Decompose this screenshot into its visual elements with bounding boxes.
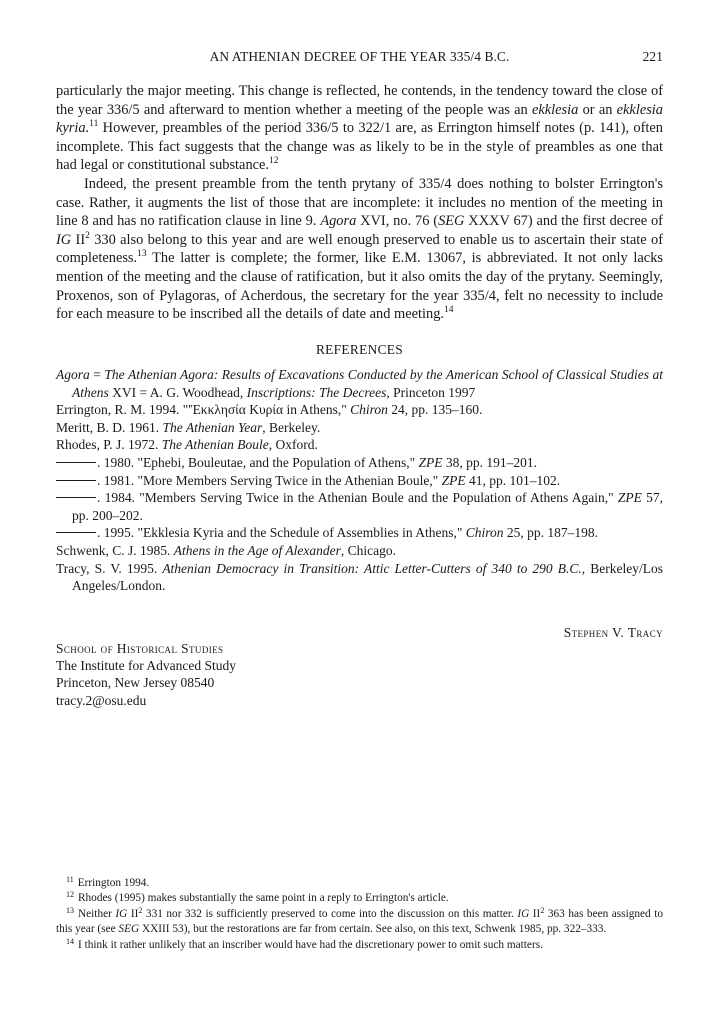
footnote-number: 13 [66,905,74,915]
text-run: XVI = A. G. Woodhead, [108,384,247,400]
reference-item [56,401,663,419]
text-run: 25, pp. 187–198. [503,525,598,541]
text-run: 330 also belong to this year and are well enough preserved to enable us to ascertain their state of completeness. [56,231,663,267]
reference-item [56,524,663,542]
ditto-dash [56,532,96,533]
footnote-ref[interactable]: 14 [444,305,454,316]
paragraph-1 [56,82,663,175]
address-email[interactable]: tracy.2@osu.edu [56,692,147,708]
text-run: . 1981. "More Members Serving Twice in the Athenian Boule," [97,472,442,488]
text-run: , Oxford. [268,437,318,453]
text-run: Athenian Democracy in Transition: Attic Letter-Cutters of 340 to 290 B.C. [162,560,582,576]
footnote-12 [56,891,663,906]
footnote-number: 12 [66,890,74,900]
text-run: , Berkeley/Los Angeles/London. [72,560,663,594]
text-run: The Athenian Agora: Results of Excavations Conducted by the American School of Classical Studies at Athens [72,367,663,400]
footnotes [56,876,663,953]
text-run: or an [578,101,617,118]
superscript: 2 [138,905,143,915]
text-run: II [529,907,541,920]
reference-item [56,472,663,490]
references-list [56,366,663,595]
ditto-dash [56,497,96,498]
text-run: Chiron [350,402,388,418]
italic-term: Agora [320,213,357,230]
footnote-14 [56,938,663,953]
italic-term: SEG [438,213,465,230]
text-run: Chiron [465,525,504,541]
text-run: The Athenian Boule [161,437,269,453]
text-run: I think it rather unlikely that an inscriber would have had the discretionary power to omit such matters. [78,938,543,951]
text-run: , Princeton 1997 [386,384,476,400]
body-text [56,82,663,324]
text-run: ZPE [418,454,443,470]
italic-term: ekklesia kyria. [56,101,663,137]
text-run: Errington, R. M. 1994. "'Ἐκκλησία Κυρία in Athens," [56,402,351,418]
text-run: II [127,907,139,920]
address-institute: The Institute for Advanced Study [56,658,236,674]
text-run: Neither [78,907,116,920]
text-run: Rhodes (1995) makes substantially the same point in a reply to Errington's article. [78,892,449,905]
superscript: 2 [540,905,545,915]
text-run: Meritt, B. D. 1961. [56,419,163,435]
text-run: ZPE [441,472,466,488]
text-run: XXXV 67) and the first decree of [464,213,663,230]
text-run: XXIII 53), but the restorations are far from certain. See also, on this text, Schwenk 1985, pp. 322–333. [139,923,607,936]
footnote-number: 11 [66,875,74,884]
reference-item [56,560,663,595]
text-run: 331 nor 332 is sufficiently preserved to come into the discussion on this matter. [142,907,518,920]
text-run: XVI, no. 76 ( [356,213,439,230]
text-run: 41, pp. 101–102. [465,472,561,488]
text-run: . 1984. "Members Serving Twice in the Athenian Boule and the Population of Athens Again," [97,490,618,506]
text-run: ZPE [617,490,642,506]
text-run: 57, pp. 200–202. [72,490,663,523]
page-number: 221 [642,49,663,64]
reference-item [56,489,663,524]
text-run: The Athenian Year [162,419,263,435]
text-run: The latter is complete; the former, like E.M. 13067, is abbreviated. It not only lacks mention of the meeting and the clause of ratification, but it also omits the day of the prytany. Seemingly, Proxenos, son of Pylagoras, of Acherdous, the secretary for the year 335/4, felt no necessity to include for each measure to be inscribed all the details of date and meeting. [56,250,663,323]
text-run: Indeed, the present preamble from the tenth prytany of 335/4 does nothing to bolster Errington's case. Rather, it augments the list of those that are incomplete: it includes no mention of the meeting in line 8 and has no ratification clause in line 9. [56,175,663,230]
reference-item [56,542,663,560]
text-run: . 1995. "Ekklesia Kyria and the Schedule of Assemblies in Athens," [97,525,466,541]
italic-term: ekklesia [532,101,579,118]
text-run: = [89,367,105,382]
text-run: IG [517,907,530,920]
reference-item [56,454,663,472]
text-run: particularly the major meeting. This change is reflected, he contends, in the tendency toward the close of the year 336/5 and afterward to mention whether a meeting of the people was an [56,83,663,118]
reference-item [56,419,663,437]
running-head [56,49,663,67]
text-run: II [71,231,86,248]
reference-item [56,366,663,401]
footnote-ref[interactable]: 12 [269,156,279,167]
text-run: Schwenk, C. J. 1985. [56,542,174,558]
text-run: Tracy, S. V. 1995. [56,560,163,576]
superscript: 2 [85,230,90,241]
text-run: Athens in the Age of Alexander [173,542,341,558]
address-city: Princeton, New Jersey 08540 [56,675,215,691]
text-run: SEG [118,923,140,936]
ditto-dash [56,480,96,481]
author-name: Stephen V. Tracy [563,625,663,640]
paragraph-2 [56,175,663,324]
address-school: School of Historical Studies [56,641,224,656]
author-address [56,640,236,709]
text-run: 38, pp. 191–201. [442,454,537,470]
footnote-ref[interactable]: 11 [89,119,99,130]
text-run: However, preambles of the period 336/5 to 322/1 are, as Errington himself notes (p. 141), often incomplete. This fact suggests that the change was as likely to be in the style of preambles as one that had legal or constitutional substance. [56,120,663,174]
text-run: , Berkeley. [262,419,321,435]
text-run: Rhodes, P. J. 1972. [56,437,162,453]
footnote-13 [56,907,663,938]
text-run: , Chicago. [340,542,396,558]
italic-term: IG [56,231,72,248]
footnote-ref[interactable]: 13 [137,249,147,260]
text-run: 363 has been assigned to this year (see [56,907,663,936]
text-run: IG [115,907,128,920]
ditto-dash [56,462,96,463]
running-title: AN ATHENIAN DECREE OF THE YEAR 335/4 B.C. [209,49,510,64]
footnote-11 [56,876,663,891]
text-run: Inscriptions: The Decrees [246,384,387,400]
references-heading: REFERENCES [315,342,404,357]
text-run: . 1980. "Ephebi, Bouleutae, and the Population of Athens," [97,454,419,470]
reference-item [56,436,663,454]
text-run: Agora [56,367,90,382]
footnote-number: 14 [66,936,74,946]
text-run: Errington 1994. [77,877,150,889]
text-run: 24, pp. 135–160. [387,402,483,418]
